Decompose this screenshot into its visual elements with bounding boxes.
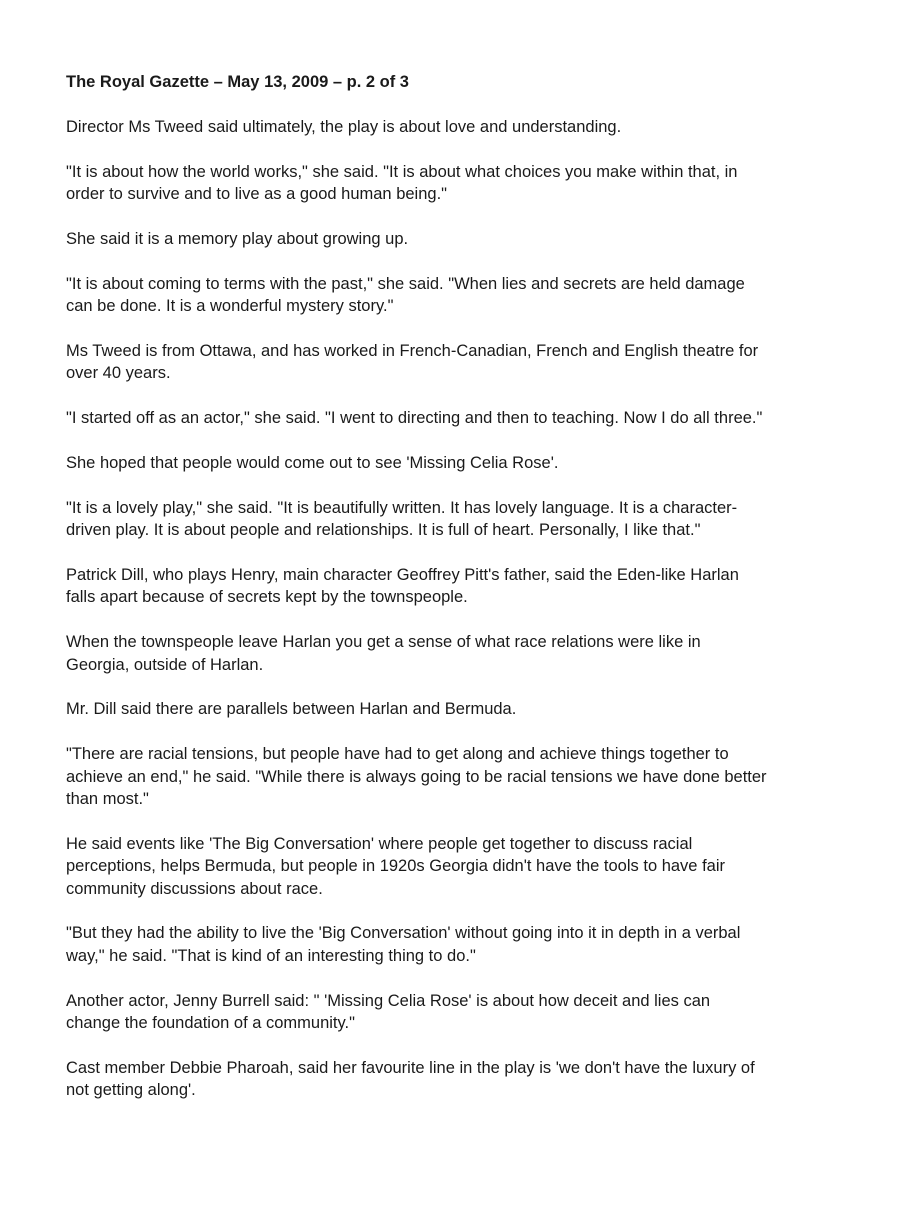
paragraph-line: Another actor, Jenny Burrell said: " 'Missing Celia Rose' is about how deceit and lies can xyxy=(66,991,711,1010)
paragraph-line: "But they had the ability to live the 'Big Conversation' without going into it in depth in a verbal xyxy=(66,924,741,943)
paragraph xyxy=(66,340,866,385)
paragraph-line: Patrick Dill, who plays Henry, main character Geoffrey Pitt's father, said the Eden-like Harlan xyxy=(66,566,739,584)
paragraph xyxy=(66,407,866,429)
paragraph xyxy=(66,990,866,1035)
paragraph-line: When the townspeople leave Harlan you get a sense of what race relations were like in xyxy=(66,633,701,652)
paragraph-line: than most." xyxy=(66,790,149,809)
paragraph-line: Director Ms Tweed said ultimately, the play is about love and understanding. xyxy=(66,118,622,136)
paragraph xyxy=(66,833,866,900)
paragraph xyxy=(66,631,866,676)
paragraph-line: "There are racial tensions, but people have had to get along and achieve things together to xyxy=(66,745,729,764)
paragraph-line: She hoped that people would come out to see 'Missing Celia Rose'. xyxy=(66,454,559,472)
paragraph xyxy=(66,1057,866,1102)
paragraph xyxy=(66,698,866,720)
paragraph-line: community discussions about race. xyxy=(66,879,323,898)
paragraph-line: Mr. Dill said there are parallels between Harlan and Bermuda. xyxy=(66,700,517,719)
paragraph-line: Georgia, outside of Harlan. xyxy=(66,655,264,674)
paragraph-line: "It is about how the world works," she said. "It is about what choices you make within that, in xyxy=(66,162,738,181)
paragraph-line: "It is about coming to terms with the past," she said. "When lies and secrets are held damage xyxy=(66,274,745,293)
paragraph xyxy=(66,497,866,542)
article-body xyxy=(66,116,866,1102)
paragraph-line: She said it is a memory play about growing up. xyxy=(66,230,409,248)
paragraph xyxy=(66,273,866,318)
paragraph-line: achieve an end," he said. "While there is always going to be racial tensions we have done better xyxy=(66,767,767,786)
paragraph-line: "It is a lovely play," she said. "It is beautifully written. It has lovely language. It is a character- xyxy=(66,498,738,517)
paragraph xyxy=(66,743,866,810)
paragraph xyxy=(66,161,866,206)
paragraph xyxy=(66,564,866,609)
paragraph-line: "I started off as an actor," she said. "I went to directing and then to teaching. Now I do all three." xyxy=(66,409,763,428)
paragraph-line: perceptions, helps Bermuda, but people in 1920s Georgia didn't have the tools to have fair xyxy=(66,857,725,876)
paragraph-line: not getting along'. xyxy=(66,1081,196,1100)
paragraph xyxy=(66,228,866,250)
paragraph-line: can be done. It is a wonderful mystery story." xyxy=(66,297,394,316)
paragraph-line: over 40 years. xyxy=(66,364,171,383)
paragraph-line: way," he said. "That is kind of an interesting thing to do." xyxy=(66,946,476,965)
paragraph xyxy=(66,922,866,967)
paragraph-line: Cast member Debbie Pharoah, said her favourite line in the play is 'we don't have the luxury of xyxy=(66,1058,755,1077)
paragraph-line: He said events like 'The Big Conversation' where people get together to discuss racial xyxy=(66,834,693,853)
page-header: The Royal Gazette – May 13, 2009 – p. 2 of 3 xyxy=(66,73,409,91)
paragraph-line: order to survive and to live as a good human being." xyxy=(66,185,448,204)
paragraph-line: Ms Tweed is from Ottawa, and has worked in French-Canadian, French and English theatre for xyxy=(66,342,759,360)
document-page xyxy=(66,71,866,1124)
paragraph-line: driven play. It is about people and relationships. It is full of heart. Personally, I like that." xyxy=(66,521,701,540)
paragraph xyxy=(66,452,866,474)
paragraph-line: falls apart because of secrets kept by the townspeople. xyxy=(66,588,468,607)
paragraph-line: change the foundation of a community." xyxy=(66,1014,355,1033)
paragraph xyxy=(66,116,866,138)
